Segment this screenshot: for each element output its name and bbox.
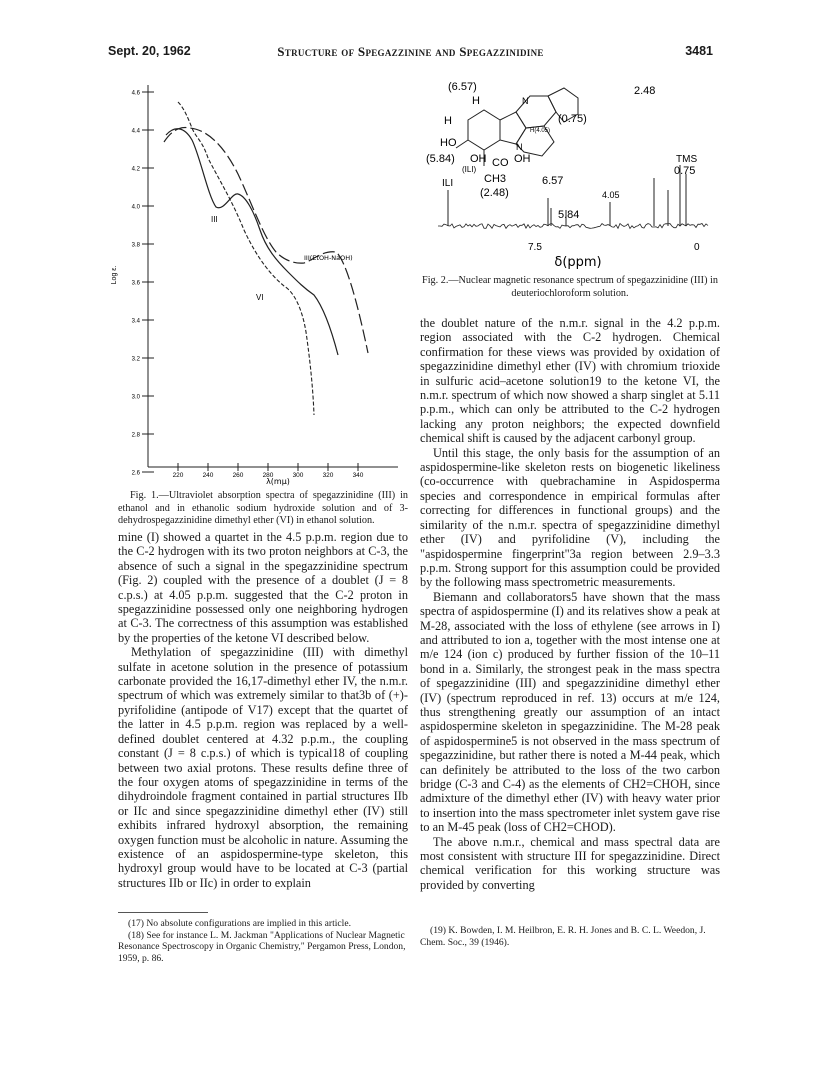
fig1-x-tick-label: 220: [172, 472, 184, 479]
fig1-y-tick-label: 3.4: [131, 318, 140, 325]
page-number: 3481: [685, 44, 713, 58]
footnote: (19) K. Bowden, I. M. Heilbron, E. R. H. Jones and B. C. L. Weedon, J. Chem. Soc., 39 (1946).: [420, 925, 706, 948]
fig1-y-ticks: [132, 91, 154, 477]
struct-oh-left: OH: [470, 153, 487, 165]
fig1-y-tick-label: 3.0: [131, 394, 140, 401]
body-right-column: [420, 316, 720, 892]
footnotes-right: [420, 925, 720, 948]
struct-ili: (ILI): [462, 165, 477, 174]
nmr-peak-label: 4.05: [602, 190, 620, 200]
paragraph: Biemann and collaborators5 have shown that the mass spectra of aspidospermine (I) and its relatives show a peak at M-28, associated with the loss of ethylene (see arrows in I) and attributed to ion a, together with the most intense one at m/e 124 (ion c) produced by further fission of the 10–11 bond in a. Similarly, the strongest peak in the mass spectra of spegazzinidine (III) and spegazzinidine dimethyl ether (IV) (spectrum reproduced in ref. 13) occurs at m/e 124, thus strengthening greatly our assumption of an intact aspidospermine skeleton in spegazzinidine. The M-28 peak of aspidospermine5 is not observed in the mass spectrum of spegazzinidine, but rather there is noted a M-44 peak, which can definitely be attributed to the loss of the two carbon bridge (C-3 and C-4) as the elements of CH2=CHOH, since admixture of the dimethyl ether (IV) with heavy water prior to insertion into the mass spectrometer inlet system gave rise to an M-45 peak (loss of CH2=CHOD).: [420, 589, 720, 835]
fig1-label-III-base: III(EtOH-NaOH): [304, 254, 353, 262]
fig1-x-tick-label: 300: [292, 472, 304, 479]
nmr-axis-tick-label: 0: [694, 242, 700, 253]
footnote: (17) No absolute configurations are implied in this article.: [128, 918, 351, 929]
struct-shift-248: (2.48): [480, 187, 509, 199]
fig1-y-tick-label: 2.8: [131, 432, 140, 439]
paragraph: The above n.m.r., chemical and mass spectral data are most consistent with structure III for spegazzinidine. Direct chemical verification for this working structure was provided by converting: [420, 834, 720, 892]
curve-III-ethanol: [166, 129, 338, 355]
footnotes-left: [118, 918, 408, 964]
paragraph: the doublet nature of the n.m.r. signal in the 4.2 p.p.m. region associated with the C-2 hydrogen. Chemical confirmation for these views was provided by oxidation of spegazzinidine dimethyl ether (IV) with chromium trioxide in sulfuric acid–acetone solution19 to the ketone VI, the n.m.r. spectrum of which now showed a sharp singlet at 5.11 p.p.m., which can only be attributed to the C-2 hydrogen lacking any proton neighbors; the expected downfield chemical shift is caused by the adjacent carbonyl group.: [420, 316, 720, 446]
nmr-peak-label: 5.84: [558, 209, 580, 221]
body-left-column: [118, 530, 408, 890]
nmr-peak-label: 6.57: [542, 175, 564, 187]
figure-2-nmr-spectrum: [418, 70, 723, 300]
struct-n-top: N: [522, 96, 529, 106]
nmr-axis-tick-label: 7.5: [528, 242, 542, 253]
struct-h-left: H: [444, 115, 452, 127]
fig1-x-tick-label: 260: [232, 472, 244, 479]
nmr-peak-label: ILI: [442, 178, 454, 189]
paragraph: Until this stage, the only basis for the assumption of an aspidospermine-like skeleton rests on biogenetic likeliness (co-occurrence with quebrachamine in Aspidosperma species and correspondence in empirical formulas after correcting for differences in functional groups) and the similarity of the n.m.r. spectra of spegazzinidine dimethyl ether (IV) and pyrifolidine (V), including the "aspidospermine fingerprint"3a region between 2.9–3.3 p.p.m. Strong support for this assumption could be provided by the following mass spectrometric measurements.: [420, 445, 720, 590]
figure-1-uv-spectra: [108, 70, 408, 486]
struct-ho: HO: [440, 137, 457, 149]
footnote-rule: [118, 912, 208, 913]
nmr-peak-label: 0.75: [674, 165, 696, 177]
struct-oh-right: OH: [514, 153, 531, 165]
struct-shift-584: (5.84): [426, 153, 455, 165]
fig1-y-tick-label: 4.6: [131, 90, 140, 97]
curve-III-ethanol-naoh: [164, 128, 368, 353]
fig1-y-label: Log ε.: [111, 265, 118, 285]
struct-shift-075: (0.75): [558, 113, 587, 125]
fig1-x-tick-label: 280: [262, 472, 274, 479]
nmr-axis-ticks: [528, 242, 700, 253]
figure-1-caption: Fig. 1.—Ultraviolet absorption spectra of spegazzinidine (III) in ethanol and in ethanolic sodium hydroxide solution and of 3-dehydrospegazzinidine dimethyl ether (VI) in ethanol solution.: [118, 490, 408, 527]
fig1-x-tick-label: 240: [202, 472, 214, 479]
nmr-peak-label: 2.48: [634, 85, 656, 97]
running-header-title: Structure of Spegazzinine and Spegazzinidine: [277, 44, 544, 59]
fig1-y-tick-label: 2.6: [131, 470, 140, 477]
fig1-label-III: III: [211, 215, 218, 224]
figure-2-caption: Fig. 2.—Nuclear magnetic resonance spectrum of spegazzinidine (III) in deuteriochloroform solution.: [422, 275, 718, 299]
paragraph: Methylation of spegazzinidine (III) with dimethyl sulfate in acetone solution in the presence of potassium carbonate provided the 16,17-dimethyl ether IV, the n.m.r. spectrum of which was extremely similar to that3b of (+)-pyrifolidine (antipode of V17) except that the quartet of the latter in 4.5 p.p.m. region was replaced by a well-defined doublet centered at 4.32 p.p.m., the coupling constant (J = 8 c.p.s.) of which is typical18 of coupling between two axial protons. These results define three of the four oxygen atoms of spegazzinidine in terms of the dihydroindole fragment contained in partial structures IIb or IIc and since spegazzinidine dimethyl ether (IV) still exhibits infrared hydroxyl absorption, the remaining oxygen function must be alcoholic in nature. Assuming the existence of an aspidospermine-type skeleton, this hydroxyl group would have to be located at C-3 (partial structures IIb or IIc) in order to explain: [118, 645, 408, 890]
fig1-y-tick-label: 3.2: [131, 356, 140, 363]
footnote: (18) See for instance L. M. Jackman "Applications of Nuclear Magnetic Resonance Spectroscopy in Organic Chemistry," Pergamon Press, London, 1959, p. 86.: [118, 929, 406, 964]
fig1-y-tick-label: 3.6: [131, 280, 140, 287]
fig1-y-tick-label: 4.0: [131, 204, 140, 211]
running-header-date: Sept. 20, 1962: [108, 44, 191, 58]
fig1-y-tick-label: 4.2: [131, 166, 140, 173]
fig1-x-label: λ(mμ): [266, 477, 290, 486]
struct-h-shift: (6.57): [448, 81, 477, 93]
nmr-peak-label: TMS: [676, 154, 698, 165]
fig1-x-tick-label: 320: [322, 472, 334, 479]
fig2-x-label: δ(ppm): [554, 255, 602, 270]
struct-h-mid: H(4.05): [530, 128, 551, 134]
fig1-y-tick-label: 3.8: [131, 242, 140, 249]
struct-h-atom: H: [472, 95, 480, 107]
fig1-x-tick-label: 340: [352, 472, 364, 479]
fig1-y-tick-label: 4.4: [131, 128, 140, 135]
paragraph: mine (I) showed a quartet in the 4.5 p.p.m. region due to the C-2 hydrogen with its two proton neighbors at C-3, the absence of such a signal in the spegazzinidine spectrum (Fig. 2) coupled with the presence of a doublet (J = 8 c.p.s.) at 4.05 p.p.m. suggested that the C-2 proton in spegazzinidine possessed only one neighboring hydrogen at C-3. The correctness of this assumption was established by the properties of the ketone VI described below.: [118, 530, 408, 645]
struct-ch3: CH3: [484, 173, 507, 185]
fig1-label-VI: VI: [256, 293, 264, 302]
curve-VI-ethanol: [178, 102, 314, 415]
struct-n-ring: N: [516, 142, 523, 152]
struct-co: CO: [492, 157, 509, 169]
